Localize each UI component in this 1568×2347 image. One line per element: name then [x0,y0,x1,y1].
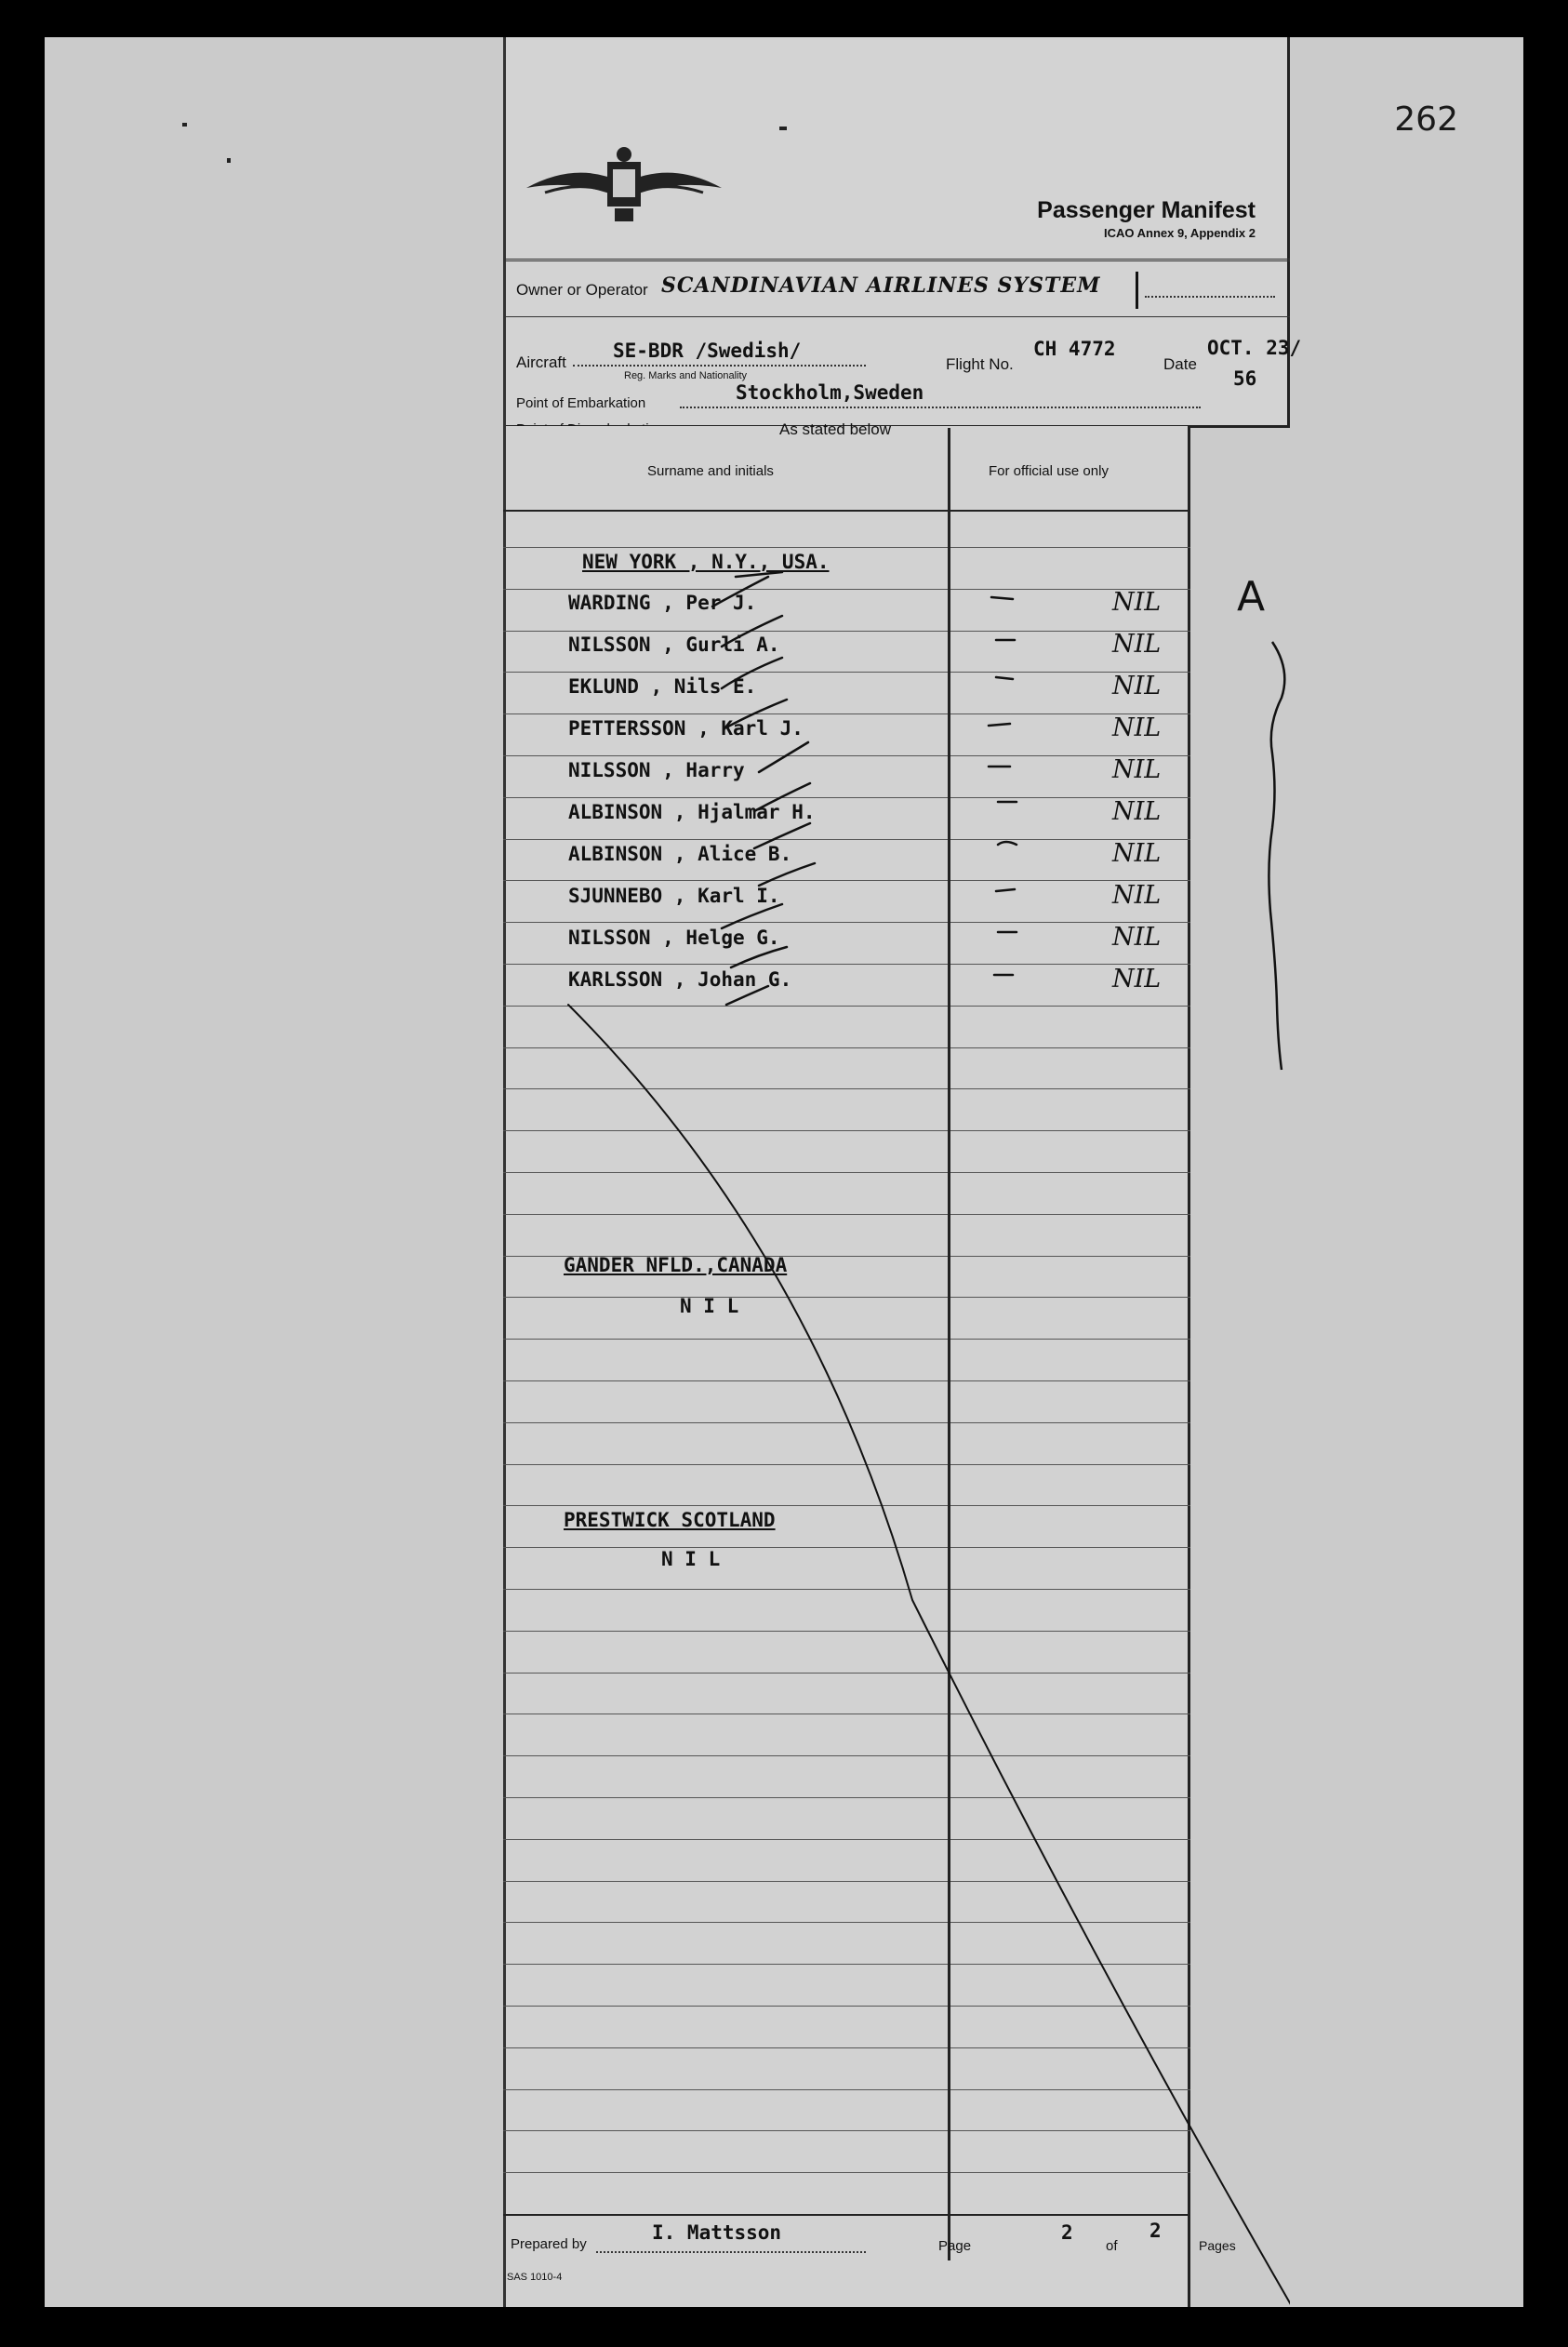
prepared-label: Prepared by [511,2236,587,2252]
passenger-name: ALBINSON , Alice B. [568,843,792,865]
date-label: Date [1163,355,1197,373]
of-value: 2 [1149,2220,1162,2242]
aircraft-label: Aircraft [516,353,566,371]
passenger-name: SJUNNEBO , Karl I. [568,885,780,907]
section-destination-gander: GANDER NFLD.,CANADA [564,1254,788,1276]
passenger-official-mark: NIL [1112,839,1162,868]
form-code: SAS 1010-4 [507,2272,563,2283]
passenger-name: ALBINSON , Hjalmar H. [568,801,816,823]
manifest-form [503,37,1302,2307]
passenger-official-mark: NIL [1112,755,1162,784]
embarkation-label: Point of Embarkation [516,395,646,411]
passenger-name: PETTERSSON , Karl J. [568,717,804,740]
aircraft-value: SE-BDR /Swedish/ [613,340,802,362]
passenger-official-mark: NIL [1112,713,1162,742]
pages-label: Pages [1199,2238,1236,2253]
passenger-official-mark: NIL [1112,672,1162,700]
page-number: 262 [1394,100,1458,139]
passenger-official-mark: NIL [1112,923,1162,952]
form-title: Passenger Manifest [1037,197,1256,223]
passenger-official-mark: NIL [1112,881,1162,910]
scanned-page [45,37,1523,2307]
margin-annotation-letter: A [1237,573,1266,620]
passenger-name: NILSSON , Helge G. [568,927,780,949]
date-value-line2: 56 [1233,367,1257,390]
section-note-gander: N I L [680,1295,739,1317]
passenger-official-mark: NIL [1112,630,1162,659]
page-value: 2 [1061,2221,1073,2244]
col-official-header: For official use only [989,463,1109,479]
pen-marks [503,37,1290,2307]
section-destination-new-york: NEW YORK , N.Y., USA. [582,551,830,573]
section-note-prestwick: N I L [661,1548,721,1570]
flight-value: CH 4772 [1033,338,1116,360]
aircraft-sub-label: Reg. Marks and Nationality [624,370,748,381]
owner-label: Owner or Operator [516,281,648,299]
check-marks [568,572,1290,2307]
form-subtitle: ICAO Annex 9, Appendix 2 [1103,226,1256,240]
passenger-official-mark: NIL [1112,797,1162,826]
passenger-name: EKLUND , Nils E. [568,675,757,698]
margin-brace-mark [1244,633,1300,1079]
passenger-name: KARLSSON , Johan G. [568,968,792,991]
of-label: of [1106,2238,1118,2254]
owner-value: SCANDINAVIAN AIRLINES SYSTEM [661,273,1101,298]
disembarkation-value: As stated below [779,420,892,438]
passenger-name: WARDING , Per J. [568,592,757,614]
page-label: Page [938,2238,972,2254]
embarkation-value: Stockholm,Sweden [736,381,924,404]
col-name-header: Surname and initials [647,463,774,479]
flight-label: Flight No. [946,355,1014,373]
section-destination-prestwick: PRESTWICK SCOTLAND [564,1509,776,1531]
passenger-name: NILSSON , Harry [568,759,745,781]
prepared-value: I. Mattsson [652,2221,782,2244]
passenger-official-mark: NIL [1112,588,1162,617]
passenger-official-mark: NIL [1112,965,1162,993]
passenger-name: NILSSON , Gurli A. [568,633,780,656]
date-value-line1: OCT. 23/ [1207,337,1302,359]
